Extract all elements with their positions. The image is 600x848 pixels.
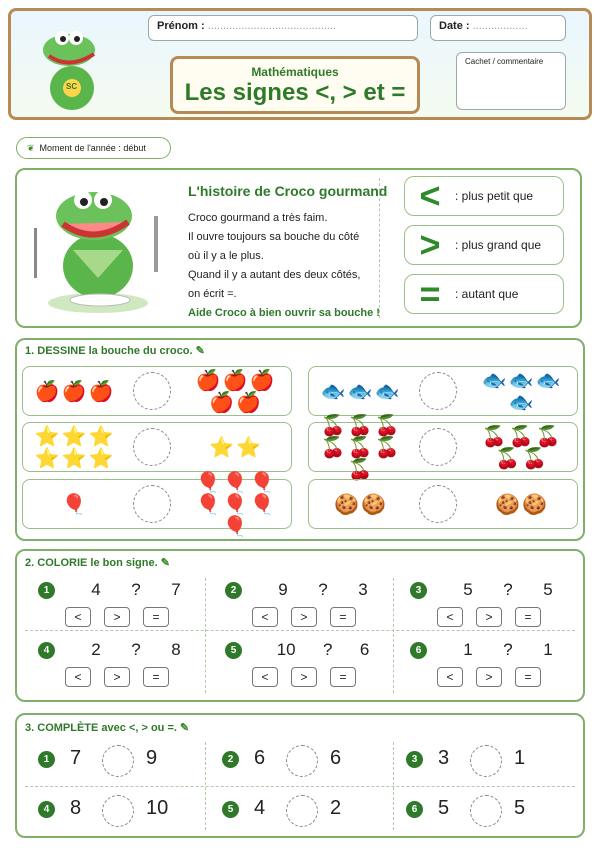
comparison [263,580,383,600]
sign-choice-button[interactable]: < [65,607,91,627]
comparison-term: 5 [514,797,526,819]
object-icon: 🐟 [481,370,507,392]
moment-pill [16,137,171,159]
object-icon: 🍪 [334,494,359,516]
date-field[interactable]: Date : .................. [430,15,566,41]
object-icon: 🍎 [34,381,60,403]
comparison-term: 2 [91,640,101,659]
object-icon: 🍒 [347,459,373,481]
object-icon: 🍎 [61,381,87,403]
sign-symbol: = [419,273,441,314]
object-group [29,371,119,413]
comparison-term: 3 [358,580,368,599]
sign-greater-than [404,225,564,265]
object-icon: ⭐ [34,426,60,448]
object-icon: ⭐ [236,437,261,459]
answer-circle[interactable] [133,372,171,410]
item-number: 6 [410,642,427,659]
comparison [448,640,568,660]
object-icon: 🍎 [236,392,261,414]
object-icon: 🎈 [249,494,275,516]
section-number: 1. [25,345,35,357]
prenom-label: Prénom : [157,20,205,32]
comparison-term: ? [318,580,328,599]
section-title: DESSINE la bouche du croco. [37,345,193,357]
object-icon: 🍒 [374,437,400,459]
object-icon: 🍒 [495,448,520,470]
object-group [183,371,287,413]
sign-choice-button[interactable]: < [437,667,463,687]
comparison-term: ? [322,640,333,659]
object-icon: 🍎 [209,392,234,414]
story-title: L'histoire de Croco gourmand [188,183,388,199]
comparison-term: 7 [171,580,181,599]
comparison-term: ? [503,640,513,659]
answer-circle[interactable] [102,795,134,827]
sign-less-than [404,176,564,216]
croco-mascot-icon [24,18,119,113]
pencil-icon: ✎ [180,722,190,734]
compare-box-right [308,366,578,416]
compare-box-left [22,366,292,416]
comparison-term: 9 [146,747,158,769]
answer-circle[interactable] [419,485,457,523]
object-group [315,484,405,526]
sign-choice-button[interactable]: = [515,607,541,627]
object-icon: 🍪 [361,494,386,516]
object-group [469,484,573,526]
object-group [183,472,287,538]
comparison-term: ? [131,640,141,659]
story-line: on écrit =. [188,288,237,300]
comparison [76,640,196,660]
comparison-term: 4 [254,797,266,819]
object-icon: ⭐ [61,426,87,448]
object-icon: 🍒 [481,426,507,448]
comparison-term: 10 [276,640,296,659]
object-group [469,427,573,469]
object-icon: 🎈 [222,472,248,494]
sign-choice-button[interactable]: > [476,607,502,627]
comparison-term: 5 [463,580,473,599]
object-icon: 🍎 [88,381,114,403]
answer-circle[interactable] [133,485,171,523]
sign-choice-button[interactable]: = [330,607,356,627]
item-number: 2 [222,751,239,768]
sign-choice-button[interactable]: > [476,667,502,687]
object-icon: 🐟 [508,370,534,392]
object-icon: 🎈 [195,494,221,516]
object-icon: ⭐ [88,448,114,470]
sign-text: : autant que [455,287,519,301]
sign-choice-button[interactable]: = [143,667,169,687]
object-icon: 🎈 [249,472,275,494]
object-icon: 🐟 [347,381,373,403]
sign-choice-button[interactable]: = [515,667,541,687]
story-line: où il y a le plus. [188,250,264,262]
sign-text: : plus grand que [455,238,542,252]
object-icon: 🍒 [347,415,373,437]
sign-choice-button[interactable]: < [252,607,278,627]
item-number: 3 [410,582,427,599]
object-icon: 🍪 [495,494,520,516]
object-group [315,415,405,481]
comparison-term: 5 [438,797,450,819]
object-icon: 🐟 [374,381,400,403]
object-icon: ⭐ [88,426,114,448]
comparison-term: 7 [70,747,82,769]
object-icon: 🍒 [320,437,346,459]
sign-choice-button[interactable]: < [252,667,278,687]
comparison-term: 4 [91,580,101,599]
comparison [76,580,196,600]
comparison-term: 9 [278,580,288,599]
comparison-term: 1 [463,640,473,659]
comparison-term: 6 [330,747,342,769]
answer-circle[interactable] [286,745,318,777]
comparison-term: 6 [359,640,370,659]
item-number: 3 [406,751,423,768]
object-group [183,427,287,469]
object-icon: 🎈 [61,494,87,516]
object-group [29,484,119,526]
comparison-term: 10 [146,797,169,819]
cachet-label: Cachet / commentaire [465,57,544,66]
item-number: 4 [38,642,55,659]
object-group [469,371,573,413]
object-icon: 🎈 [222,516,248,538]
sign-symbol: < [419,175,441,216]
answer-circle[interactable] [419,372,457,410]
story-line: Croco gourmand a très faim. [188,212,328,224]
answer-circle[interactable] [286,795,318,827]
comparison-term: 2 [330,797,342,819]
answer-circle[interactable] [102,745,134,777]
sign-choice-button[interactable]: > [291,607,317,627]
compare-box-right [308,479,578,529]
sign-choice-button[interactable]: = [330,667,356,687]
comparison [263,640,383,660]
sign-equal [404,274,564,314]
answer-circle[interactable] [470,795,502,827]
sign-text: : plus petit que [455,189,534,203]
comparison-term: ? [503,580,513,599]
story-line: Quand il y a autant des deux côtés, [188,269,361,281]
subject-label: Mathématiques [251,65,339,79]
comparison-term: ? [131,580,141,599]
prenom-field[interactable]: Prénom : .......................................... [148,15,418,41]
comparison-term: 8 [171,640,181,659]
object-icon: 🍒 [508,426,534,448]
comparison-term: 5 [543,580,553,599]
compare-box-left [22,422,292,472]
comparison [448,580,568,600]
item-number: 4 [38,801,55,818]
object-icon: ⭐ [209,437,234,459]
object-icon: ⭐ [61,448,87,470]
object-icon: ⭐ [34,448,60,470]
item-number: 6 [406,801,423,818]
comparison-term: 6 [254,747,266,769]
object-icon: 🍎 [249,370,275,392]
answer-circle[interactable] [470,745,502,777]
object-icon: 🍪 [522,494,547,516]
comparison-term: 3 [438,747,450,769]
cachet-box[interactable] [456,52,566,110]
object-icon: 🍎 [195,370,221,392]
section-number: 3. [25,722,35,734]
object-icon: 🍒 [522,448,547,470]
sign-choice-button[interactable]: > [104,607,130,627]
comparison-term: 1 [514,747,526,769]
comparison-term: 8 [70,797,82,819]
section-title: COLORIE le bon signe. [37,557,158,569]
object-icon: 🐟 [320,381,346,403]
answer-circle[interactable] [133,428,171,466]
pencil-icon: ✎ [195,345,205,357]
sign-symbol: > [419,224,441,265]
compare-box-right [308,415,578,481]
date-label: Date : [439,20,470,32]
answer-circle[interactable] [419,428,457,466]
pencil-icon: ✎ [160,557,170,569]
object-group [29,427,119,469]
object-icon: 🐟 [535,370,561,392]
page-title: Les signes <, > et = [184,79,406,106]
object-icon: 🎈 [195,472,221,494]
item-number: 5 [222,801,239,818]
sign-choice-button[interactable]: > [104,667,130,687]
object-icon: 🍎 [222,370,248,392]
croco-fork-knife-icon [28,178,168,318]
object-icon: 🍒 [535,426,561,448]
section-number: 2. [25,557,35,569]
item-number: 1 [38,582,55,599]
object-group [315,371,405,413]
section-title: COMPLÈTE avec <, > ou =. [37,722,177,734]
sign-choice-button[interactable]: < [65,667,91,687]
object-icon: 🍒 [320,415,346,437]
object-icon: 🐟 [508,392,534,414]
object-icon: 🍒 [347,437,373,459]
leaf-icon: ❦ [27,142,35,153]
item-number: 1 [38,751,55,768]
sign-choice-button[interactable]: > [291,667,317,687]
mascot-badge: SC [66,82,78,91]
story-call: Aide Croco à bien ouvrir sa bouche ! [188,307,380,319]
title-board [170,56,420,114]
item-number: 5 [225,642,242,659]
object-icon: 🎈 [222,494,248,516]
story-line: Il ouvre toujours sa bouche du côté [188,231,360,243]
object-icon: 🍒 [374,415,400,437]
compare-box-left [22,472,292,538]
comparison-term: 1 [543,640,553,659]
moment-label: Moment de l'année : début [39,143,146,153]
sign-choice-button[interactable]: < [437,607,463,627]
item-number: 2 [225,582,242,599]
sign-choice-button[interactable]: = [143,607,169,627]
